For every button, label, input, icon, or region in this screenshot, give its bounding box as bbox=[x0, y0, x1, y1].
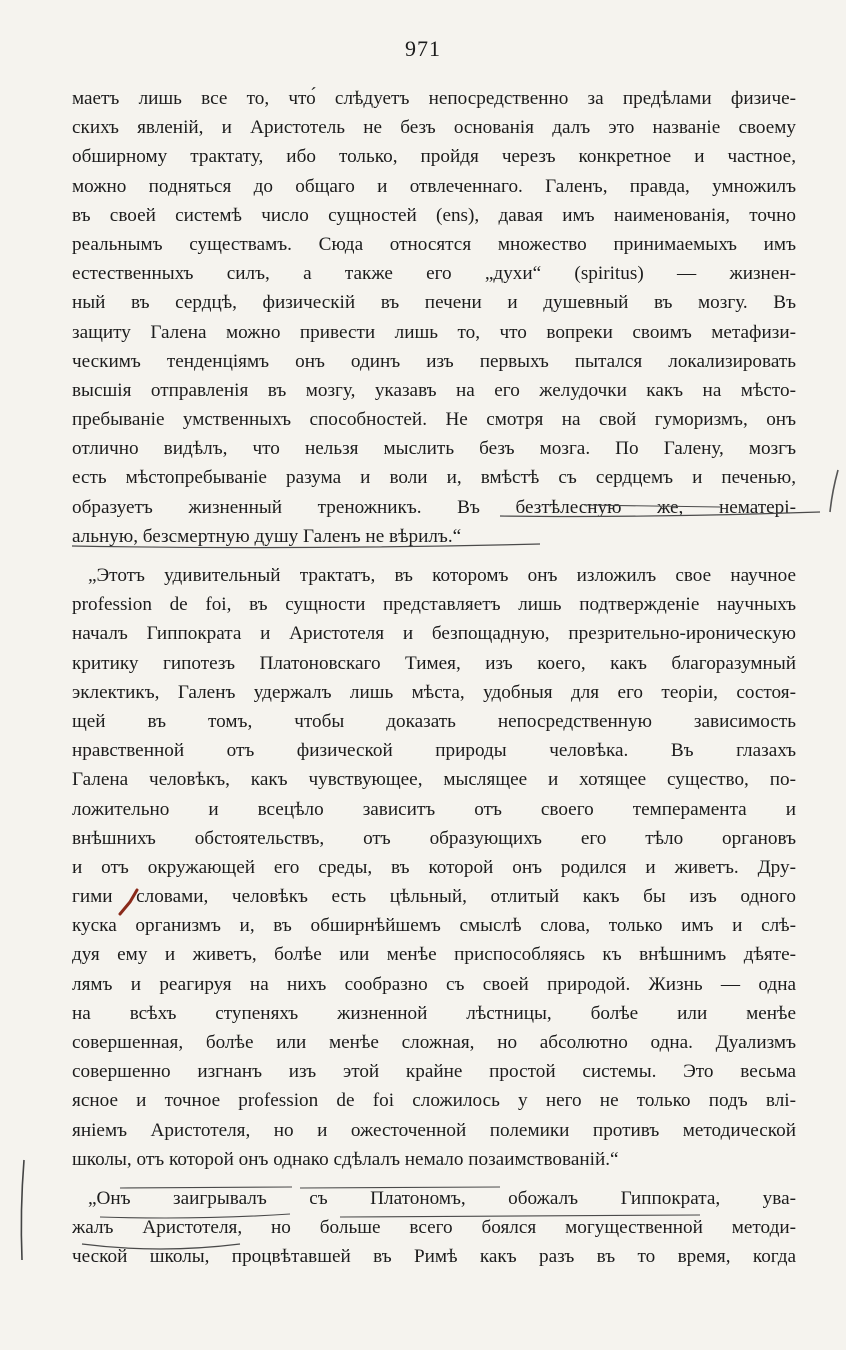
text-line: жалъ Аристотеля, но больше всего боялся могущественной методи- bbox=[72, 1217, 796, 1239]
text-line: profession de foi, въ сущности представляетъ лишь подтвержденіе научныхъ bbox=[72, 594, 796, 616]
text-line: и отъ окружающей его среды, въ которой онъ родился и живетъ. Дру- bbox=[72, 856, 796, 878]
text-line: ный въ сердцѣ, физическій въ печени и душевный въ мозгу. Въ bbox=[72, 292, 796, 314]
paragraph bbox=[72, 1184, 796, 1272]
text-line: дуя ему и живетъ, болѣе или менѣе приспособляясь къ внѣшнимъ дѣяте- bbox=[72, 944, 796, 966]
text-line: образуетъ жизненный треножникъ. Въ безтѣлесную же, нематері- bbox=[72, 496, 796, 518]
page-number: 971 bbox=[405, 36, 441, 61]
text-line: естественныхъ силъ, а также его „духи“ (spiritus) — жизнен- bbox=[72, 263, 796, 285]
text-line: внѣшнихъ обстоятельствъ, отъ образующихъ его тѣло органовъ bbox=[72, 827, 796, 849]
text-line: альную, безсмертную душу Галенъ не вѣрилъ.“ bbox=[72, 525, 462, 547]
margin-pencil-mark bbox=[830, 470, 838, 512]
page-body bbox=[72, 84, 796, 1272]
text-line: отлично видѣлъ, что нельзя мыслить безъ мозга. По Галену, мозгъ bbox=[72, 438, 796, 460]
text-line: щей въ томъ, чтобы доказать непосредственную зависимость bbox=[72, 710, 796, 732]
text-line: критику гипотезъ Платоновскаго Тимея, изъ коего, какъ благоразумный bbox=[72, 652, 796, 674]
text-line: въ своей системѣ число сущностей (ens), давая имъ наименованія, точно bbox=[72, 204, 796, 226]
text-line: маетъ лишь все то, что́ слѣдуетъ непосредственно за предѣлами физиче- bbox=[72, 88, 796, 109]
text-line: ческой школы, процвѣтавшей въ Римѣ какъ разъ въ то время, когда bbox=[72, 1246, 796, 1268]
text-line: совершенная, болѣе или менѣе сложная, но абсолютно одна. Дуализмъ bbox=[72, 1032, 796, 1053]
text-line: скихъ явленій, и Аристотель не безъ основанія далъ это названіе своему bbox=[72, 117, 796, 139]
text-line: ясное и точное profession de foi сложилось у него не только подъ влі- bbox=[72, 1090, 796, 1112]
text-line: началъ Гиппократа и Аристотеля и безпощадную, презрительно-ироническую bbox=[72, 623, 796, 645]
text-line: яніемъ Аристотеля, но и ожесточенной полемики противъ методической bbox=[72, 1119, 796, 1141]
text-line: „Этотъ удивительный трактатъ, въ которомъ онъ изложилъ свое научное bbox=[88, 565, 796, 586]
text-line: есть мѣстопребываніе разума и воли и, вмѣстѣ съ сердцемъ и печенью, bbox=[72, 467, 796, 489]
margin-pencil-mark bbox=[21, 1160, 24, 1260]
text-line: эклектикъ, Галенъ удержалъ лишь мѣста, удобныя для его теоріи, состоя- bbox=[72, 681, 796, 703]
text-line: реальнымъ существамъ. Сюда относятся множество принимаемыхъ имъ bbox=[72, 233, 796, 255]
text-line: на всѣхъ ступеняхъ жизненной лѣстницы, болѣе или менѣе bbox=[72, 1002, 796, 1024]
text-line: „Онъ заигрывалъ съ Платономъ, обожалъ Гиппократа, ува- bbox=[88, 1187, 796, 1209]
paragraph bbox=[72, 84, 796, 551]
text-line: обширному трактату, ибо только, пройдя черезъ конкретное и частное, bbox=[72, 146, 796, 168]
text-line: можно подняться до общаго и отвлеченнаго. Галенъ, правда, умножилъ bbox=[72, 175, 796, 197]
text-line: гими словами, человѣкъ есть цѣльный, отлитый какъ бы изъ одного bbox=[72, 886, 796, 908]
text-line: пребываніе умственныхъ способностей. Не смотря на свой гуморизмъ, онъ bbox=[72, 409, 796, 431]
text-line: школы, отъ которой онъ однако сдѣлалъ немало позаимствованій.“ bbox=[72, 1148, 619, 1170]
text-line: лямъ и реагируя на нихъ сообразно съ своей природой. Жизнь — одна bbox=[72, 973, 796, 995]
text-line: Галена человѣкъ, какъ чувствующее, мыслящее и хотящее существо, по- bbox=[72, 769, 796, 791]
text-line: нравственной отъ физической природы человѣка. Въ глазахъ bbox=[72, 740, 796, 762]
text-line: совершенно изгнанъ изъ этой крайне простой системы. Это весьма bbox=[72, 1061, 796, 1083]
text-line: защиту Галена можно привести лишь то, что вопреки своимъ метафизи- bbox=[72, 321, 796, 343]
paragraph bbox=[72, 561, 796, 1174]
text-line: куска организмъ и, въ обширнѣйшемъ смыслѣ слова, только имъ и слѣ- bbox=[72, 915, 796, 937]
text-line: ческимъ тенденціямъ онъ одинъ изъ первыхъ пытался локализировать bbox=[72, 350, 796, 372]
text-line: ложительно и всецѣло зависитъ отъ своего темперамента и bbox=[72, 798, 796, 820]
text-line: высшія отправленія въ мозгу, указавъ на его желудочки какъ на мѣсто- bbox=[72, 379, 796, 401]
